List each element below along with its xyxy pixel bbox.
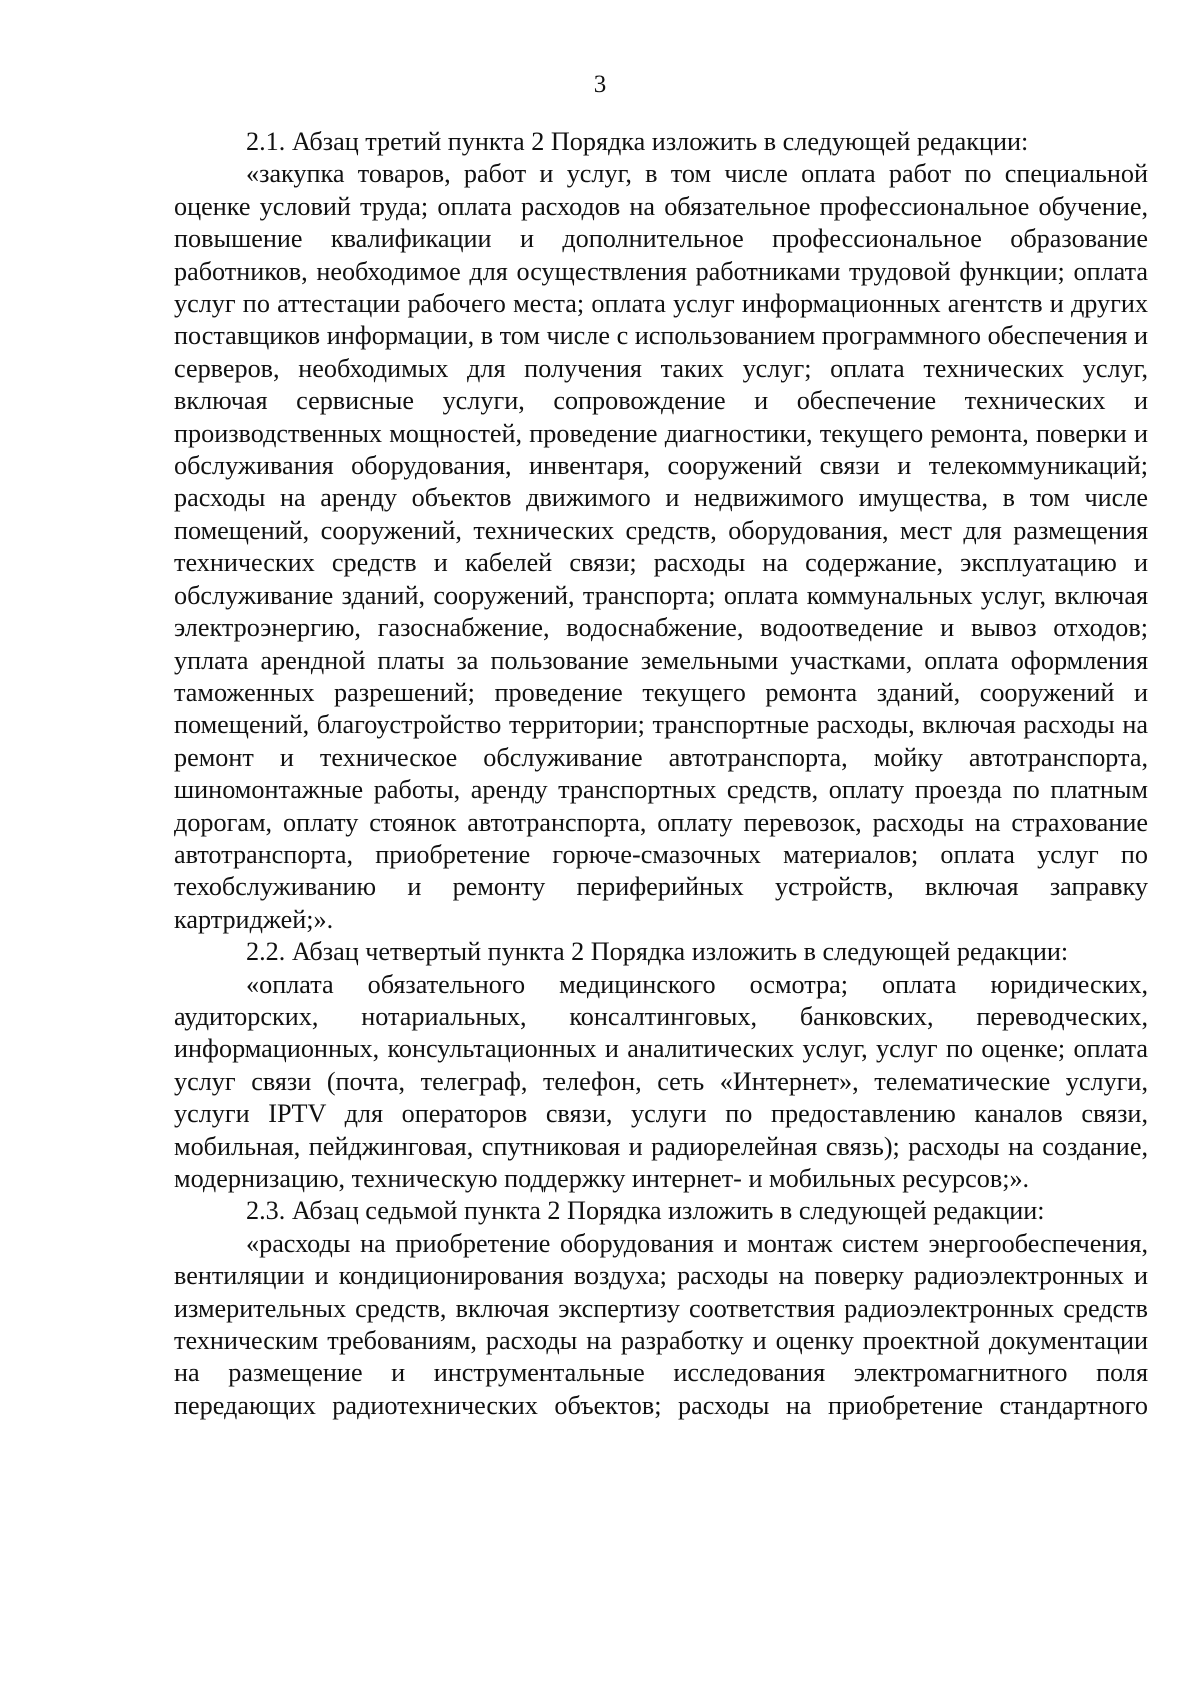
paragraph-2-3-text: «расходы на приобретение оборудования и монтаж систем энергообеспечения, вентиляции и кондиционирования воздуха; расходы на поверку радиоэлектронных и измерительных средств, включая экспертизу соответствия радиоэлектронных средств техническим требованиям, расходы на разработку и оценку проектной документации на размещение и инструментальные исследования электромагнитного поля передающих радиотехнических объектов; расходы на приобретение стандартного <box>174 1228 1148 1420</box>
paragraph-2-3-heading: 2.3. Абзац седьмой пункта 2 Порядка изложить в следующей редакции: <box>246 1196 1045 1226</box>
paragraph-2-1-text: «закупка товаров, работ и услуг, в том числе оплата работ по специальной оценке условий труда; оплата расходов на обязательное профессиональное обучение, повышение квалификации и дополнительное профессиональное образование работников, необходимое для осуществления работниками трудовой функции; оплата услуг по аттестации рабочего места; оплата услуг информационных агентств и других поставщиков информации, в том числе с использованием программного обеспечения и серверов, необходимых для получения таких услуг; оплата технических услуг, включая сервисные услуги, сопровождение и обеспечение технических и производственных мощностей, проведение диагностики, текущего ремонта, поверки и обслуживания оборудования, инвентаря, сооружений связи и телекоммуникаций; расходы на аренду объектов движимого и недвижимого имущества, в том числе помещений, сооружений, технических средств, оборудования, мест для размещения технических средств и кабелей связи; расходы на содержание, эксплуатацию и обслуживание зданий, сооружений, транспорта; оплата коммунальных услуг, включая электроэнергию, газоснабжение, водоснабжение, водоотведение и вывоз отходов; уплата арендной платы за пользование земельными участками, оплата оформления таможенных разрешений; проведение текущего ремонта зданий, сооружений и помещений, благоустройство территории; транспортные расходы, включая расходы на ремонт и техническое обслуживание автотранспорта, мойку автотранспорта, шиномонтажные работы, аренду транспортных средств, оплату проезда по платным дорогам, оплату стоянок автотранспорта, оплату перевозок, расходы на страхование автотранспорта, приобретение горюче-смазочных материалов; оплата услуг по техобслуживанию и ремонту периферийных устройств, включая заправку картриджей;». <box>174 159 1148 934</box>
document-body <box>174 126 1148 1422</box>
paragraph-2-2-heading: 2.2. Абзац четвертый пункта 2 Порядка изложить в следующей редакции: <box>246 937 1069 967</box>
paragraph-2-2-text: «оплата обязательного медицинского осмотра; оплата юридических, аудиторских, нотариальных, консалтинговых, банковских, переводческих, информационных, консультационных и аналитических услуг, услуг по оценке; оплата услуг связи (почта, телеграф, телефон, сеть «Интернет», телематические услуги, услуги IPTV для операторов связи, услуги по предоставлению каналов связи, мобильная, пейджинговая, спутниковая и радиорелейная связь); расходы на создание, модернизацию, техническую поддержку интернет- и мобильных ресурсов;». <box>174 969 1148 1193</box>
page-number: 3 <box>593 71 607 98</box>
paragraph-2-1-heading: 2.1. Абзац третий пункта 2 Порядка изложить в следующей редакции: <box>246 127 1029 156</box>
